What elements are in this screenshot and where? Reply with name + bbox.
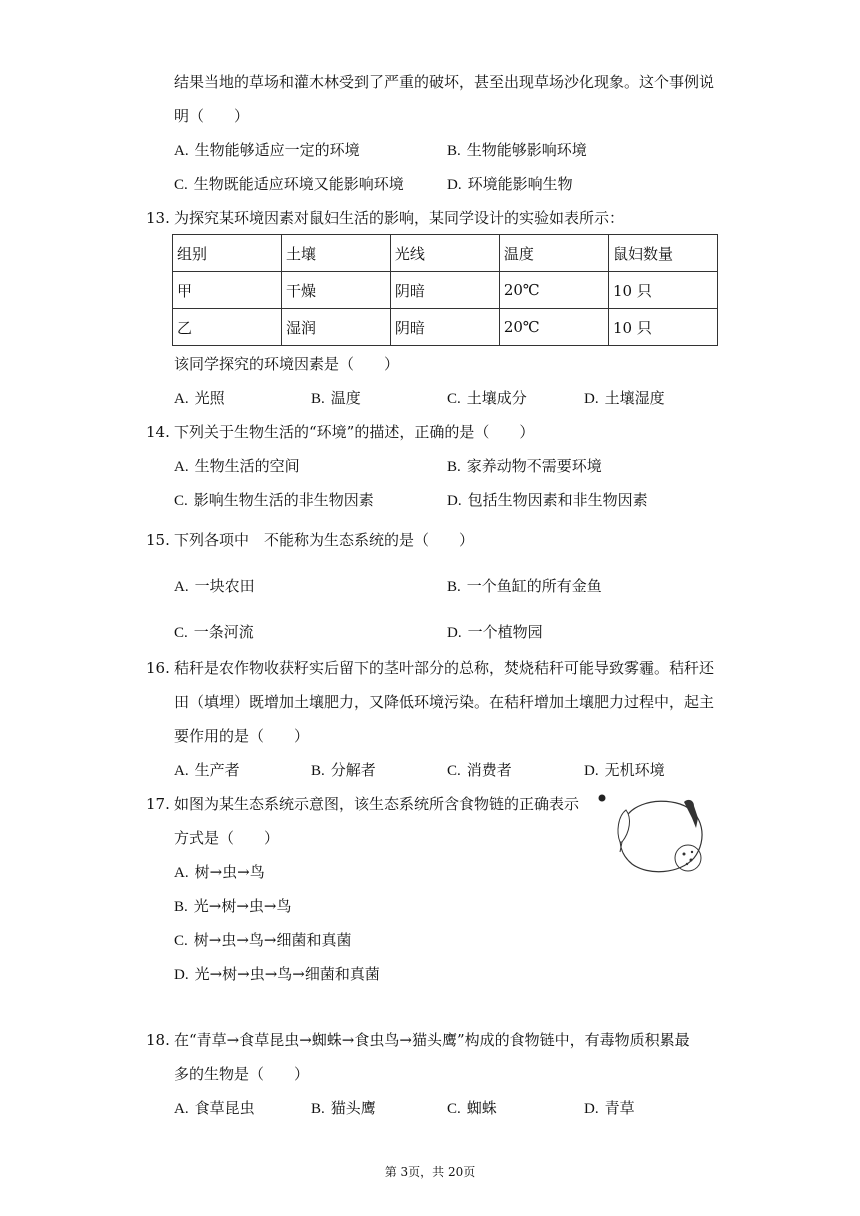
table-header-cell: 组别 [173, 235, 282, 272]
q16-stem-line3: 要作用的是（ ） [174, 727, 310, 745]
q16-option-b[interactable]: B. 分解者 [311, 761, 376, 779]
q12-stem-line2: 明（ ） [174, 107, 250, 125]
q15-stem: 下列各项中 不能称为生态系统的是（ ） [174, 531, 475, 549]
table-cell: 10 只 [609, 309, 718, 346]
experiment-table [172, 234, 718, 346]
microbe-dot [683, 853, 686, 856]
page-footer: 第 3页，共 20页 [384, 1165, 476, 1179]
q17-stem-line1: 如图为某生态系统示意图，该生态系统所含食物链的正确表示 [174, 795, 580, 813]
q18-option-c[interactable]: C. 蜘蛛 [447, 1099, 497, 1117]
q17-option-d[interactable]: D. 光→树→虫→鸟→细菌和真菌 [174, 965, 380, 983]
q14-option-d[interactable]: D. 包括生物因素和非生物因素 [447, 491, 648, 509]
table-header-row [173, 235, 718, 272]
table-cell: 阴暗 [390, 309, 499, 346]
q17-number: 17. [146, 795, 170, 813]
table-cell: 乙 [173, 309, 282, 346]
table-cell: 干燥 [281, 272, 390, 309]
table-cell: 湿润 [281, 309, 390, 346]
table-row [173, 309, 718, 346]
q14-option-b[interactable]: B. 家养动物不需要环境 [447, 457, 602, 475]
q12-option-d[interactable]: D. 环境能影响生物 [447, 175, 573, 193]
table-header-cell: 鼠妇数量 [609, 235, 718, 272]
bird-icon [684, 800, 698, 828]
q13-stem: 为探究某环境因素对鼠妇生活的影响，某同学设计的实验如表所示： [174, 209, 625, 227]
q16-option-d[interactable]: D. 无机环境 [584, 761, 665, 779]
microbe-circle [675, 845, 701, 871]
q18-option-a[interactable]: A. 食草昆虫 [174, 1099, 255, 1117]
q12-option-a[interactable]: A. 生物能够适应一定的环境 [174, 141, 360, 159]
q16-number: 16. [146, 659, 170, 677]
table-cell: 甲 [173, 272, 282, 309]
table-header-cell: 光线 [390, 235, 499, 272]
q18-stem-line2: 多的生物是（ ） [174, 1065, 310, 1083]
table-header-cell: 土壤 [281, 235, 390, 272]
table-cell: 阴暗 [390, 272, 499, 309]
table-cell: 20℃ [499, 309, 608, 346]
q14-stem: 下列关于生物生活的“环境”的描述，正确的是（ ） [174, 423, 535, 441]
q15-option-b[interactable]: B. 一个鱼缸的所有金鱼 [447, 577, 602, 595]
table-cell: 10 只 [609, 272, 718, 309]
q12-option-c[interactable]: C. 生物既能适应环境又能影响环境 [174, 175, 404, 193]
q18-option-b[interactable]: B. 猫头鹰 [311, 1099, 376, 1117]
q18-stem-line1: 在“青草→食草昆虫→蜘蛛→食虫鸟→猫头鹰”构成的食物链中，有毒物质积累最 [174, 1031, 690, 1049]
table-cell: 20℃ [499, 272, 608, 309]
q18-number: 18. [146, 1031, 170, 1049]
sun-icon [599, 795, 606, 802]
q13-option-b[interactable]: B. 温度 [311, 389, 361, 407]
q15-option-a[interactable]: A. 一块农田 [174, 577, 255, 595]
q13-option-d[interactable]: D. 土壤湿度 [584, 389, 665, 407]
q13-number: 13. [146, 209, 170, 227]
q12-option-b[interactable]: B. 生物能够影响环境 [447, 141, 587, 159]
q18-option-d[interactable]: D. 青草 [584, 1099, 635, 1117]
q13-option-a[interactable]: A. 光照 [174, 389, 225, 407]
leaf-icon [618, 810, 629, 842]
q14-number: 14. [146, 423, 170, 441]
q14-option-a[interactable]: A. 生物生活的空间 [174, 457, 300, 475]
table-row [173, 272, 718, 309]
q15-option-c[interactable]: C. 一条河流 [174, 623, 254, 641]
microbe-dot [686, 863, 688, 865]
q15-option-d[interactable]: D. 一个植物园 [447, 623, 543, 641]
q17-option-c[interactable]: C. 树→虫→鸟→细菌和真菌 [174, 931, 352, 949]
q16-option-a[interactable]: A. 生产者 [174, 761, 240, 779]
q12-stem-line1: 结果当地的草场和灌木林受到了严重的破坏，甚至出现草场沙化现象。这个事例说 [174, 73, 715, 91]
microbe-dot [690, 859, 693, 862]
microbe-dot [691, 851, 693, 853]
q17-option-b[interactable]: B. 光→树→虫→鸟 [174, 897, 292, 915]
q13-prompt: 该同学探究的环境因素是（ ） [174, 355, 400, 373]
q16-stem-line2: 田（填埋）既增加土壤肥力，又降低环境污染。在秸秆增加土壤肥力过程中，起主 [174, 693, 715, 711]
table-header-cell: 温度 [499, 235, 608, 272]
q14-option-c[interactable]: C. 影响生物生活的非生物因素 [174, 491, 374, 509]
q15-number: 15. [146, 531, 170, 549]
q17-option-a[interactable]: A. 树→虫→鸟 [174, 863, 265, 881]
q13-option-c[interactable]: C. 土壤成分 [447, 389, 527, 407]
q17-stem-line2: 方式是（ ） [174, 829, 280, 847]
q16-option-c[interactable]: C. 消费者 [447, 761, 512, 779]
q16-stem-line1: 秸秆是农作物收获籽实后留下的茎叶部分的总称，焚烧秸秆可能导致雾霾。秸秆还 [174, 659, 715, 677]
ecosystem-figure [592, 788, 716, 880]
